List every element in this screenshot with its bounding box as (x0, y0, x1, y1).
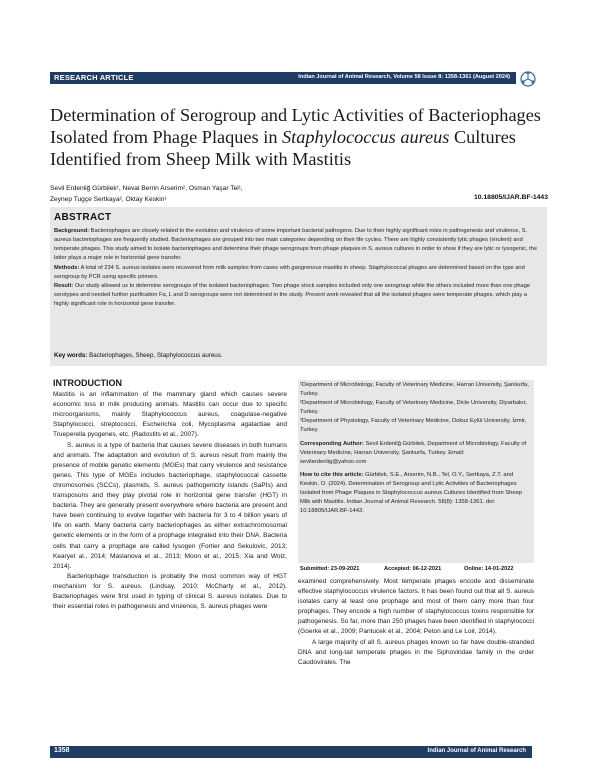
keywords: Key words: Bacteriophages, Sheep, Staphylococcus aureus. (54, 352, 223, 359)
title-line-2: Isolated from Phage Plaques in Staphylococcus aureus Cultures (50, 127, 516, 147)
submission-dates (298, 565, 534, 574)
doi: 10.18805/IJAR.BF-1443 (473, 194, 548, 201)
intro-paragraph-3: Bacteriophage transduction is probably the most common way of HGT mechanism for S. aureus. (Lindsay, 2010; McCharty et al., 2012). Bacteriophages were first used in typing of clinical S. aureus isolates. Due to their essential roles in pathogenesis and virulence, S. aureus phages were (53, 572, 287, 611)
author-list: Sevil Erdenliğ Gürbilek¹, Neval Berrin Arserim², Osman Yaşar Tel¹, Zeynep Tugçe Sertkaya², Oktay Keskin¹ (50, 185, 243, 203)
introduction-column (53, 378, 287, 612)
footer-bar (50, 746, 532, 758)
right-paragraph-2: A large majority of all S. aureus phages known so far have double-stranded DNA and long-tail temperate phages in the Siphoviridae family in the order Caudovirales. The (298, 638, 534, 666)
affiliation-3: ³Department of Physiology, Faculty of Veterinary Medicine, Dokuz Eylül University, İzmir, Turkey. (300, 418, 527, 434)
article-type-label: RESEARCH ARTICLE (54, 73, 134, 82)
abstract-heading: ABSTRACT (54, 212, 112, 223)
footer-journal: Indian Journal of Animal Research (427, 747, 526, 754)
citation: How to cite this article: Gürbilek, S.E., Arserim, N.B., Tel, O.Y., Sertkaya, Z.T. and Keskin, O. (2024). Determination of Serogroup and Lytic Activities of Bacteriophages Isolated from Phage Plaques in Staphylococcus aureus Cultures Identified from Sheep Milk with Mastitis. Indian Journal of Animal Research. 58(8): 1358-1361. doi: 10.18805/IJAR.BF-1443. (300, 471, 523, 515)
affiliation-box (298, 380, 534, 563)
header-bar (50, 72, 516, 84)
right-paragraph-1: examined comprehensively. Most temperate phages encode and disseminate effective staphylococcus virulence factors. It has been found out that all S. aureus isolates carry at least one prophage and most of them carry more than four prophages. They encode a high number of staphylococcus toxins responsible for pathogenesis. So far, more than 250 phages have been identified in staphylococci (Goerke et al., 2009; Pantucek et al., 2004; Peton and Le Loir, 2014). (298, 578, 534, 636)
intro-paragraph-1: Mastitis is an inflammation of the mammary gland which causes severe economic loss in milk producing animals. Mastitis can occur due to specific microorganisms, mainly Staphylococcus aureus, coagulase-negative Staphylococci, streptococci, Escherichia coli, Mycoplasma agalactiae and Trueperella pyogenes, etc. (Radostits et al., 2007). (53, 391, 287, 439)
corresponding-author: Corresponding Author: Sevil Erdenliğ Gürbilek, Department of Microbiology, Faculty of Veterinary Medicine, Harran University, Şanlıurfa, Turkey. Email: sevilerdenlig@yahoo.com (300, 440, 527, 465)
right-column (298, 577, 534, 668)
title-line-1: Determination of Serogroup and Lytic Activities of Bacteriophages (50, 105, 541, 125)
article-title (50, 104, 550, 170)
abstract-body: Background: Bacteriophages are closely related to the evolution and virulence of some important bacterial pathogens. Due to their highly significant roles in pathogenesis and virulence, S. aureus bacteriophages are frequently studied. Bacteriophages are grouped into two main categories depending on their life cycles. There are highly consistently lytic phages (virulent) and temperate phages. This study aimed to isolate bacteriophages and determine their phage serogroups from phage plaques in S. aureus cultures in order to show if they are lytic or lysogenic, the latter plays a major role in horizontal gene transfer. Methods: A total of 234 S. aureus isolates were recovered from milk samples from cases with gangrenous mastitis in sheep. Staphylococcal phages are determined based on the type and serogroup by PCR using specific primers. Result: Our study allowed us to determine serogroups of the isolated bacteriophages. Two phage stock samples included only one serogroup while the others included more than one phage serotypes and needed further purification Fa, L and D serogroups were not determined in the study. Present work revealed that all the isolated phages were temperate phages, which play a highly significant role in horizontal gene transfer. (54, 228, 537, 308)
affiliation-1: ¹Department of Microbiology, Faculty of Veterinary Medicine, Harran University, Şanlıurfa, Turkey. (300, 382, 529, 398)
title-line-3: Identified from Sheep Milk with Mastitis (50, 149, 352, 169)
intro-paragraph-2: S. aureus is a type of bacteria that causes severe diseases in both humans and animals. The adaptation and evolution of S. aureus result from mainly the presence of mobile genetic elements (MGEs) that carry virulence and resistance genes. This type of MGEs includes bacteriophage, staphylococcal cassette chromosomes (SCCs), plasmids, S. aureus pathogenicity islands (SaPIs) and transposons and they play pivotal role in horizontal gene transfer (HGT) in bacteria. They are generally present everywhere where bacteria are present and have been continuing to evolve together with bacteria for 3 to 4 billion years of life on earth. Many bacteria carry bacteriophages as either extrachromosomal genetic elements or in the form of a prophage integrated into their DNA. Bacteria cells that carry a prophage are called lysogen (Fortier and Sekulovic, 2013; Kearyet al., 2014; Maslanova et al., 2013; Moon et al., 2015; Xia and Wolz, 2014). (53, 441, 287, 570)
online-date: Online: 14-01-2022 (464, 566, 514, 572)
accepted-date: Accepted: 06-12-2021 (384, 566, 442, 572)
journal-citation: Indian Journal of Animal Research, Volume 58 Issue 8: 1358-1361 (August 2024) (298, 73, 510, 80)
submitted-date: Submitted: 23-09-2021 (300, 566, 360, 572)
affiliation-2: ²Department of Microbiology, Faculty of Veterinary Medicine, Dicle University, Diyarbakır, Turkey. (300, 400, 527, 416)
introduction-heading: INTRODUCTION (53, 378, 122, 388)
page-number: 1358 (54, 747, 70, 754)
abstract-box (50, 207, 547, 366)
journal-logo-icon (519, 70, 537, 88)
